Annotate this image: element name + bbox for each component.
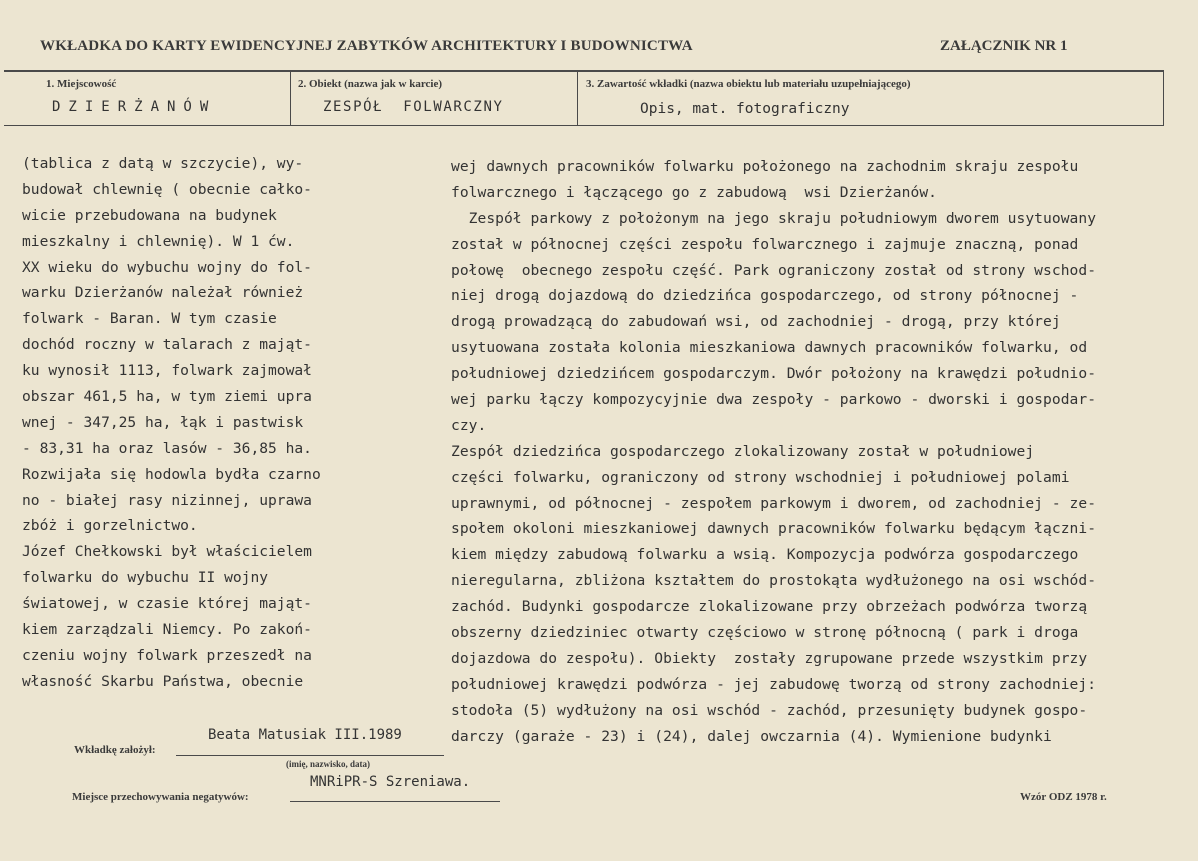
locality-label: 1. Miejscowość (46, 78, 117, 90)
text-line: XX wieku do wybuchu wojny do fol- (22, 258, 312, 276)
author-label: Wkładkę założył: (74, 744, 156, 756)
field-divider-2 (577, 70, 578, 126)
text-line: czeniu wojny folwark przeszedł na (22, 646, 312, 664)
body-left-column (22, 151, 402, 695)
text-line: drogą prowadzącą do zabudowań wsi, od zachodniej - drogą, przy której (451, 313, 1061, 331)
text-line: obszar 461,5 ha, w tym ziemi upra (22, 388, 312, 406)
text-line: został w północnej części zespołu folwarcznego i zajmuje znaczną, ponad (451, 235, 1079, 253)
text-line: kiem zarządzali Niemcy. Po zakoń- (22, 621, 312, 639)
text-line: Rozwijała się hodowla bydła czarno (22, 465, 321, 483)
text-line: własność Skarbu Państwa, obecnie (22, 672, 304, 690)
text-line: uprawnymi, od północnej - zespołem parkowym i dworem, od zachodniej - ze- (451, 494, 1097, 512)
text-line: wnej - 347,25 ha, łąk i pastwisk (22, 413, 304, 431)
author-underline (176, 755, 444, 756)
text-line: połowę obecnego zespołu część. Park ograniczony został od strony wschod- (451, 261, 1097, 279)
text-line: no - białej rasy nizinnej, uprawa (22, 491, 312, 509)
text-line: warku Dzierżanów należał również (22, 284, 304, 302)
text-line: południowej dziedzińcem gospodarczym. Dwór położony na krawędzi południo- (451, 365, 1097, 383)
text-line: zachód. Budynki gospodarcze zlokalizowane przy obrzeżach podwórza tworzą (451, 598, 1088, 616)
text-line: wej dawnych pracowników folwarku położonego na zachodnim skraju zespołu (451, 158, 1079, 175)
body-right-column (451, 154, 1181, 749)
text-line: folwark - Baran. W tym czasie (22, 310, 277, 328)
text-line: Zespół dziedzińca gospodarczego zlokalizowany został w południowej (451, 442, 1035, 460)
form-title: WKŁADKA DO KARTY EWIDENCYJNEJ ZABYTKÓW ARCHITEKTURY I BUDOWNICTWA (40, 38, 693, 54)
text-line: stodoła (5) wydłużony na osi wschód - zachód, przesunięty budynek gospo- (451, 701, 1088, 719)
text-line: (tablica z datą w szczycie), wy- (22, 155, 304, 172)
text-line: Zespół parkowy z położonym na jego skraju południowym dworem usytuowany (451, 209, 1097, 227)
contents-label: 3. Zawartość wkładki (nazwa obiektu lub materiału uzupełniającego) (586, 78, 911, 90)
author-value: Beata Matusiak III.1989 (208, 727, 402, 743)
header-rule-top (4, 70, 1164, 72)
text-line: części folwarku, ograniczony od strony wschodniej i południowej polami (451, 468, 1070, 486)
object-label: 2. Obiekt (nazwa jak w karcie) (298, 78, 443, 90)
text-line: zbóż i gorzelnictwo. (22, 517, 198, 535)
text-line: wicie przebudowana na budynek (22, 206, 277, 224)
text-line: światowej, w czasie której mająt- (22, 595, 312, 613)
text-line: budował chlewnię ( obecnie całko- (22, 180, 312, 198)
text-line: niej drogą dojazdową do dziedzińca gospodarczego, od strony północnej - (451, 287, 1079, 305)
storage-label: Miejsce przechowywania negatywów: (72, 791, 249, 803)
object-value: ZESPÓŁ FOLWARCZNY (323, 99, 504, 115)
text-line: nieregularna, zbliżona kształtem do prostokąta wydłużonego na osi wschód- (451, 572, 1097, 590)
text-line: społem okoloni mieszkaniowej dawnych pracowników folwarku będącym łączni- (451, 520, 1097, 538)
text-line: mieszkalny i chlewnię). W 1 ćw. (22, 232, 295, 250)
text-line: południowej krawędzi podwórza - jej zabudowę tworzą od strony zachodniej: (451, 675, 1097, 693)
storage-underline (290, 801, 500, 802)
storage-value: MNRiPR-S Szreniawa. (310, 774, 471, 790)
text-line: czy. (451, 416, 487, 434)
locality-value: DZIERŻANÓW (52, 99, 217, 115)
text-line: Józef Chełkowski był właścicielem (22, 543, 312, 561)
text-line: ku wynosił 1113, folwark zajmował (22, 362, 312, 380)
author-hint: (imię, nazwisko, data) (286, 759, 370, 769)
text-line: darczy (garaże - 23) i (24), dalej owczarnia (4). Wymienione budynki (451, 727, 1052, 745)
field-divider-end (1163, 70, 1164, 126)
field-divider-1 (290, 70, 291, 126)
header-rule-bottom (4, 125, 1164, 126)
text-line: obszerny dziedziniec otwarty częściowo w stronę północną ( park i droga (451, 624, 1079, 642)
text-line: folwarku do wybuchu II wojny (22, 569, 269, 587)
contents-value: Opis, mat. fotograficzny (640, 101, 850, 117)
text-line: - 83,31 ha oraz lasów - 36,85 ha. (22, 439, 312, 457)
text-line: usytuowana została kolonia mieszkaniowa dawnych pracowników folwarku, od (451, 339, 1088, 357)
text-line: wej parku łączy kompozycyjnie dwa zespoły - parkowo - dworski i gospodar- (451, 391, 1097, 409)
annex-number: ZAŁĄCZNIK NR 1 (940, 38, 1068, 54)
text-line: dojazdowa do zespołu). Obiekty zostały zgrupowane przede wszystkim przy (451, 649, 1088, 667)
text-line: kiem między zabudową folwarku a wsią. Kompozycja podwórza gospodarczego (451, 546, 1079, 564)
form-id: Wzór ODZ 1978 r. (1020, 791, 1107, 803)
text-line: dochód roczny w talarach z mająt- (22, 336, 312, 354)
text-line: folwarcznego i łączącego go z zabudową wsi Dzierżanów. (451, 183, 937, 201)
